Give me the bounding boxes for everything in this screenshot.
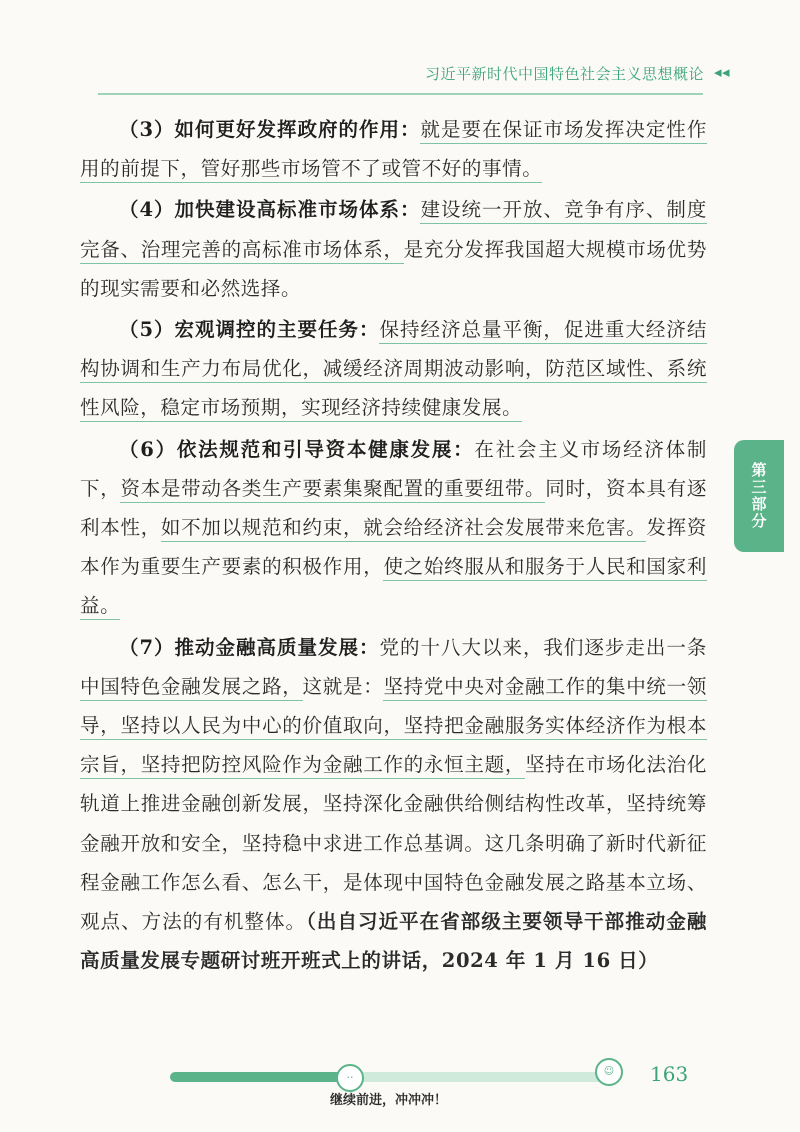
- running-head: [424, 63, 730, 84]
- running-head-title: 习近平新时代中国特色社会主义思想概论: [424, 65, 704, 83]
- page-number: 163: [650, 1062, 689, 1086]
- underlined-text: 建设统一开放、竞争有序、制度完备、治理完善的高标准市场体系，: [80, 198, 707, 263]
- underlined-text: 坚持党中央对金融工作的集中统一领导，坚持以人民为中心的价值取向，坚持把金融服务实体经济作为根本宗旨，坚持把防控风险作为金融工作的永恒主题，: [80, 675, 707, 779]
- smiley-icon: ☺: [595, 1058, 623, 1086]
- paragraph-heading: （5）宏观调控的主要任务：: [119, 318, 380, 342]
- paragraph-3: [80, 110, 707, 188]
- body-text: 党的十八大以来，我们逐步走出一条: [379, 635, 707, 659]
- reading-progress-fill: [170, 1072, 355, 1082]
- page-body: [80, 110, 707, 982]
- paragraph-7: [80, 628, 707, 981]
- paragraph-heading: （7）推动金融高质量发展：: [119, 635, 380, 659]
- paragraph-4: [80, 190, 707, 308]
- body-text: 同时，资本具有逐利本性，: [80, 476, 708, 540]
- paragraph-heading: （4）加快建设高标准市场体系：: [119, 198, 421, 222]
- paragraph-6: [80, 430, 707, 626]
- underlined-text: 资本是带动各类生产要素集聚配置的重要纽带。: [120, 477, 545, 503]
- underlined-text: 使之始终服从和服务于人民和国家利益。: [80, 555, 707, 620]
- body-text: 坚持在市场化法治化轨道上推进金融创新发展，坚持深化金融供给侧结构性改革，坚持统筹金融开放和安全，坚持稳中求进工作总基调。这几条明确了新时代新征程金融工作怎么看、怎么干，是体现中国特色金融发展之路基本立场、观点、方法的有机整体。: [80, 753, 708, 934]
- underlined-text: 保持经济总量平衡，促进重大经济结构协调和生产力布局优化，减缓经济周期波动影响，防范区域性、系统性风险，稳定市场预期，实现经济持续健康发展。: [80, 318, 707, 422]
- progress-marker-icon: ··: [336, 1064, 364, 1092]
- paragraph-heading: （3）如何更好发挥政府的作用：: [119, 118, 421, 141]
- underlined-text: 中国特色金融发展之路，: [80, 675, 303, 701]
- body-text: 是充分发挥我国超大规模市场优势的现实需要和必然选择。: [80, 237, 707, 300]
- double-arrow-icon: ◂◂: [713, 63, 730, 81]
- paragraph-heading: （6）依法规范和引导资本健康发展：: [119, 437, 475, 461]
- section-tab[interactable]: [734, 440, 784, 552]
- body-text: 发挥资本作为重要生产要素的积极作用，: [80, 516, 707, 579]
- section-tab-label: 第三部分: [749, 462, 768, 530]
- header-divider: [98, 93, 703, 95]
- body-text: 这就是：: [302, 674, 384, 698]
- underlined-text: 如不加以规范和约束，就会给经济社会发展带来危害。: [161, 516, 647, 542]
- underlined-text: 就是要在保证市场发挥决定性作用的前提下，管好那些市场管不了或管不好的事情。: [80, 118, 707, 183]
- body-text: 在社会主义市场经济体制下，: [80, 437, 707, 500]
- footer-slogan: 继续前进，冲冲冲！: [330, 1093, 448, 1108]
- reading-progress-bar: [170, 1072, 610, 1082]
- paragraph-5: [80, 310, 707, 428]
- source-citation: （出自习近平在省部级主要领导干部推动金融高质量发展专题研讨班开班式上的讲话，2024 年 1 月 16 日）: [80, 910, 707, 973]
